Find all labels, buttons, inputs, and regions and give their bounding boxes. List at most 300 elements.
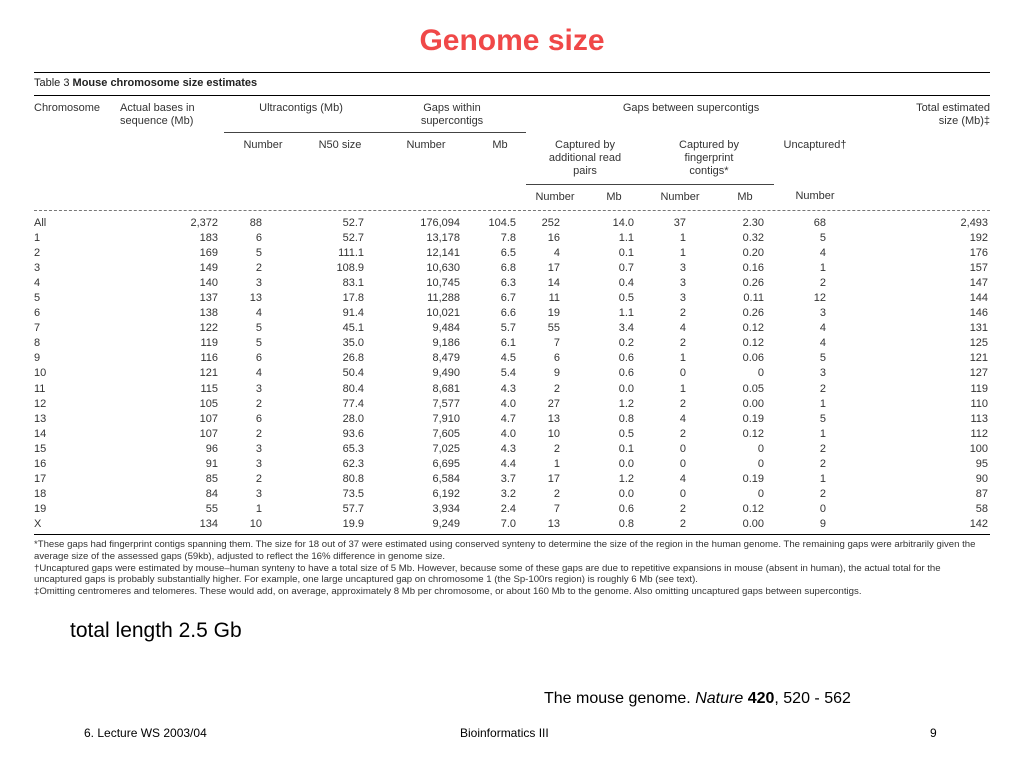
table-cell: 1.1 [618, 231, 634, 244]
citation-text: The mouse genome. [544, 690, 696, 707]
table-cell: 14 [34, 427, 47, 440]
table-cell: 8 [34, 337, 41, 350]
table-cell: 55 [205, 503, 218, 516]
table-cell: 111.1 [338, 246, 364, 259]
table-cell: 2 [819, 488, 827, 501]
footer-course: Bioinformatics III [460, 726, 549, 740]
table-cell: 6 [553, 352, 560, 365]
table-cell: 17 [547, 261, 560, 274]
table-cell: 2 [255, 261, 262, 274]
table-cell: 108.9 [336, 261, 364, 274]
table-cell: 5 [255, 322, 262, 335]
table-cell: 2 [819, 276, 827, 289]
table-cell: 17.8 [342, 291, 364, 304]
table-cell: 19.9 [342, 518, 364, 531]
table-row [34, 321, 990, 336]
table-bottom-rule [34, 534, 990, 535]
table-cell: 107 [199, 427, 218, 440]
table-cell: 12 [34, 397, 47, 410]
table-cell: 19 [34, 503, 47, 516]
table-cell: 5 [819, 231, 827, 244]
table-cell: 4.0 [500, 427, 516, 440]
table-row [34, 291, 990, 306]
table-cell: 3 [679, 291, 686, 304]
citation-volume: 420 [747, 690, 775, 707]
table-cell: 0.32 [742, 231, 764, 244]
footnote-asterisk: *These gaps had fingerprint contigs spanning them. The size for 18 out of 37 were estimated using conserved synteny to determine the size of the region in the human genome. The remaining gaps were arbitrarily given the average size of the assessed gaps (59kb), adjusted to reflect the 16% difference in genome size. [34, 539, 976, 563]
table-cell: 3 [255, 442, 262, 455]
table-cell: 85 [205, 473, 218, 486]
table-cell: 192 [969, 231, 989, 244]
table-cell: 93.6 [342, 427, 364, 440]
table-cell: 1 [255, 503, 262, 516]
table-cell: 10 [34, 367, 47, 380]
header-total-estimated: Total estimated size (Mb)‡ [916, 102, 991, 127]
table-cell: 127 [969, 367, 989, 380]
table-cell: 4 [819, 246, 827, 259]
table-cell: 83.1 [342, 276, 364, 289]
table-cell: 252 [541, 216, 560, 229]
header-fingerprint-number: Number [660, 190, 700, 203]
table-cell: 4 [34, 276, 41, 289]
table-cell: 6,584 [432, 473, 460, 486]
table-cell: 73.5 [342, 488, 364, 501]
table-cell: 88 [249, 216, 262, 229]
table-row [34, 412, 990, 427]
table-cell: 5 [255, 246, 262, 259]
table-cell: 2 [819, 382, 827, 395]
table-cell: 18 [34, 488, 47, 501]
header-ultra-number: Number [243, 139, 283, 151]
header-ultracontigs: Ultracontigs (Mb) [224, 96, 378, 133]
table-cell: 2 [819, 458, 827, 470]
table-cell: 2 [553, 488, 560, 501]
table-cell: 2 [679, 518, 686, 531]
table-cell: 8,479 [432, 352, 460, 365]
table-cell: 11,288 [427, 291, 460, 304]
table-cell: 131 [969, 322, 989, 335]
table-cell: 134 [199, 518, 218, 531]
table-cell: 7,577 [432, 397, 460, 410]
header-uncaptured-number: Number [795, 190, 835, 202]
table-cell: 4.5 [500, 352, 516, 365]
table-cell: 55 [547, 322, 560, 335]
table-cell: 17 [34, 473, 47, 486]
table-cell: 35.0 [342, 337, 364, 350]
table-cell: 0.20 [742, 246, 764, 259]
table-cell: 157 [969, 261, 989, 274]
table-cell: 2,493 [960, 216, 989, 229]
table-row [34, 336, 990, 351]
table-cell: 0 [757, 458, 764, 470]
table-cell: 37 [673, 216, 686, 229]
table-cell: 1.2 [618, 397, 634, 410]
header-chromosome: Chromosome [34, 102, 101, 114]
table-cell: 10 [547, 427, 560, 440]
table-cell: 3 [679, 261, 686, 274]
table-cell: 0 [679, 488, 686, 501]
footer-page-number: 9 [930, 726, 937, 740]
table-cell: 4 [679, 412, 686, 425]
table-row [34, 351, 990, 366]
table-cell: 147 [969, 276, 989, 289]
table-cell: 58 [975, 503, 989, 516]
table-cell: 0.05 [742, 382, 764, 395]
table-cell: 7.8 [500, 231, 516, 244]
table-cell: 65.3 [342, 442, 364, 455]
footnote-double-dagger: ‡Omitting centromeres and telomeres. These would add, on average, approximately 8 Mb per chromosome, or about 160 Mb to the genome. Also omitting uncaptured gaps between supercontigs. [34, 585, 862, 597]
table-cell: 116 [200, 352, 218, 365]
table-cell: 1 [553, 458, 560, 470]
table-cell: 6.7 [500, 291, 516, 304]
table-cell: 84 [205, 488, 218, 501]
table-cell: 6.5 [500, 246, 516, 259]
table-caption-title: Mouse chromosome size estimates [72, 77, 258, 89]
table-cell: 62.3 [342, 458, 364, 470]
table-cell: 1 [679, 246, 686, 259]
table-cell: 6.6 [500, 307, 516, 320]
table-cell: 0 [819, 503, 827, 516]
table-cell: 4 [553, 246, 560, 259]
table-cell: 0.5 [618, 291, 634, 304]
table-cell: 10,745 [426, 276, 460, 289]
citation [544, 690, 851, 708]
table-row [34, 397, 990, 412]
table-cell: 0.8 [618, 518, 634, 531]
header-within-mb: Mb [492, 139, 508, 151]
table-cell: 6,695 [432, 458, 460, 470]
table-cell: 45.1 [342, 322, 364, 335]
table-cell: 14 [547, 276, 560, 289]
table-cell: 10 [249, 518, 262, 531]
table-cell: 11 [34, 382, 46, 395]
table-cell: 5 [819, 352, 827, 365]
table-cell: 14.0 [612, 216, 634, 229]
table-row [34, 366, 990, 381]
table-cell: 146 [969, 307, 989, 320]
total-length-note: total length 2.5 Gb [70, 619, 242, 642]
table-cell: 52.7 [342, 231, 364, 244]
table-cell: 0 [757, 488, 764, 501]
table-cell: 77.4 [342, 397, 364, 410]
table-cell: 4 [679, 322, 686, 335]
table-cell: 0.4 [618, 276, 634, 289]
table-cell: 9 [34, 352, 41, 365]
table-cell: 12,141 [426, 246, 460, 259]
table-cell: 13,178 [426, 231, 460, 244]
table-cell: 100 [969, 442, 989, 455]
table-cell: 2 [553, 442, 560, 455]
table-cell: 149 [199, 261, 218, 274]
table-row [34, 306, 990, 321]
table-cell: 0.06 [742, 352, 764, 365]
table-cell: 4 [255, 307, 262, 320]
table-cell: 9 [553, 367, 560, 380]
table-row [34, 517, 990, 532]
table-cell: 121 [969, 352, 989, 365]
table-cell: 50.4 [342, 367, 364, 380]
table-cell: 3 [34, 261, 41, 274]
table-cell: 176 [969, 246, 989, 259]
table-cell: 13 [34, 412, 47, 425]
table-cell: 91 [205, 458, 218, 470]
table-cell: 183 [199, 231, 218, 244]
table-cell: 17 [547, 473, 560, 486]
table-cell: 2,372 [190, 216, 218, 229]
table-cell: 0.1 [618, 442, 634, 455]
table-cell: 9 [819, 518, 827, 531]
table-caption [34, 73, 990, 95]
table-cell: 110 [970, 397, 989, 410]
header-fingerprint-mb: Mb [737, 190, 753, 203]
table-cell: 10,630 [426, 261, 460, 274]
header-actual-bases: Actual bases in sequence (Mb) [120, 102, 195, 127]
table-cell: 0.26 [742, 307, 764, 320]
data-table [34, 96, 990, 532]
table-cell: 13 [547, 412, 560, 425]
table-cell: 4.3 [500, 382, 516, 395]
table-cell: 6 [255, 231, 262, 244]
table-cell: 169 [199, 246, 218, 259]
table-cell: 12 [813, 291, 827, 304]
table-cell: 2 [255, 427, 262, 440]
table-cell: X [34, 518, 42, 531]
table-cell: 1 [819, 473, 827, 486]
table-cell: 80.4 [342, 382, 364, 395]
table-cell: 3 [255, 458, 262, 470]
table-cell: 0.5 [618, 427, 634, 440]
table-cell: 0.7 [618, 261, 634, 274]
table-cell: 4 [679, 473, 686, 486]
table-cell: 0 [679, 458, 686, 470]
header-gaps-within: Gaps within supercontigs [378, 96, 526, 133]
table-cell: 2 [553, 382, 560, 395]
table-cell: 4.4 [500, 458, 516, 470]
table-cell: 104.5 [488, 216, 516, 229]
table-cell: 0.00 [742, 518, 764, 531]
table-cell: 4 [819, 337, 827, 350]
table-cell: 2 [255, 397, 262, 410]
table-cell: 1 [679, 352, 686, 365]
table-cell: 142 [969, 518, 989, 531]
table-cell: 57.7 [342, 503, 364, 516]
table-cell: 7 [553, 503, 560, 516]
table-cell: 4 [819, 322, 827, 335]
table-cell: 140 [199, 276, 218, 289]
table-cell: 113 [970, 412, 989, 425]
table-cell: 137 [199, 291, 218, 304]
table-cell: 7,025 [432, 442, 460, 455]
table-cell: 0.12 [742, 427, 764, 440]
table-cell: 121 [199, 367, 218, 380]
table-cell: 2 [255, 473, 262, 486]
table-cell: 2 [819, 442, 827, 455]
table-cell: 144 [969, 291, 989, 304]
table-cell: 0.19 [742, 412, 764, 425]
table-cell: 9,490 [432, 367, 460, 380]
table-cell: 1.1 [618, 307, 634, 320]
table-cell: 3 [255, 276, 262, 289]
table-cell: 68 [813, 216, 827, 229]
table-caption-prefix: Table 3 [34, 77, 70, 89]
table-cell: 0.0 [618, 488, 634, 501]
table-cell: 119 [970, 382, 989, 395]
table-cell: 6 [255, 412, 262, 425]
table-cell: 2 [34, 246, 41, 259]
header-within-number: Number [406, 139, 446, 151]
table-cell: 3 [819, 367, 827, 380]
table-cell: 0.2 [618, 337, 634, 350]
table-cell: 1 [34, 231, 41, 244]
table-cell: 2 [679, 503, 686, 516]
table-cell: 1 [679, 382, 686, 395]
table-cell: 1 [679, 231, 686, 244]
table-cell: 8,681 [432, 382, 460, 395]
table-cell: 0.16 [742, 261, 764, 274]
table-cell: 27 [547, 397, 560, 410]
table-cell: 0.26 [742, 276, 764, 289]
table-cell: 9,249 [432, 518, 460, 531]
table-cell: 7,910 [432, 412, 460, 425]
table-cell: 7 [34, 322, 41, 335]
table-cell: 105 [199, 397, 218, 410]
table-cell: 1.2 [618, 473, 634, 486]
header-uncaptured: Uncaptured† [783, 138, 847, 151]
table-row [34, 231, 990, 246]
table-cell: 3 [255, 382, 262, 395]
table-row [34, 261, 990, 276]
table-cell: 6.8 [500, 261, 516, 274]
table-cell: 13 [249, 291, 262, 304]
table-cell: 6.1 [500, 337, 516, 350]
table-cell: 4.3 [500, 442, 516, 455]
table-cell: 5.4 [500, 367, 516, 380]
table-cell: 19 [547, 307, 560, 320]
footer-lecture: 6. Lecture WS 2003/04 [84, 726, 207, 740]
table-cell: 52.7 [342, 216, 364, 229]
table-cell: 6,192 [432, 488, 460, 501]
table-cell: 13 [547, 518, 560, 531]
table-cell: 0 [757, 442, 764, 455]
table-cell: 1 [819, 427, 827, 440]
table-cell: 28.0 [342, 412, 364, 425]
table-cell: 6 [255, 352, 262, 365]
table-cell: 0.1 [618, 246, 634, 259]
header-reads-mb: Mb [606, 190, 622, 203]
table-cell: 107 [199, 412, 218, 425]
table-cell: 0.8 [618, 412, 634, 425]
table-cell: 15 [34, 442, 47, 455]
header-captured-fingerprint: Captured by fingerprint contigs* [644, 133, 774, 185]
table-cell: 4.7 [500, 412, 516, 425]
table-cell: 0.12 [742, 503, 764, 516]
table-cell: All [34, 216, 47, 229]
table-cell: 11 [548, 291, 560, 304]
header-gaps-between: Gaps between supercontigs [622, 102, 760, 114]
table-cell: 10,021 [426, 307, 460, 320]
table-cell: 0 [679, 367, 686, 380]
table-body [34, 211, 990, 533]
table-cell: 0.00 [742, 397, 764, 410]
table-cell: 125 [969, 337, 989, 350]
table-cell: 3 [255, 488, 262, 501]
table-cell: 3,934 [432, 503, 460, 516]
table-cell: 119 [200, 337, 218, 350]
table-cell: 1 [819, 261, 827, 274]
table-cell: 0.12 [742, 322, 764, 335]
table-cell: 2.4 [500, 503, 516, 516]
table-row [34, 442, 990, 457]
footnote-dagger: †Uncaptured gaps were estimated by mouse–human synteny to have a total size of 5 Mb. However, because some of these gaps are due to repetitive expansions in mouse (absent in human), the actual total for the uncaptured gaps is probably substantially higher. For example, one large uncaptured gap on chromosome 1 (the Sp-100rs region) is roughly 6 Mb (see text). [34, 562, 941, 586]
table-cell: 3 [819, 307, 827, 320]
table-cell: 2 [679, 397, 686, 410]
table-row [34, 382, 990, 397]
table-cell: 0.6 [618, 367, 634, 380]
table-cell: 4 [255, 367, 262, 380]
table-cell: 0.0 [618, 382, 634, 395]
table-cell: 5 [819, 412, 827, 425]
table-row [34, 502, 990, 517]
table-row [34, 457, 990, 472]
table-cell: 9,186 [432, 337, 460, 350]
table-cell: 16 [547, 231, 560, 244]
table-cell: 122 [199, 322, 218, 335]
table-cell: 0.6 [618, 503, 634, 516]
table-cell: 91.4 [342, 307, 364, 320]
table-cell: 5 [255, 337, 262, 350]
table-cell: 2 [679, 307, 686, 320]
citation-journal: Nature [695, 690, 744, 707]
table-cell: 0.6 [618, 352, 634, 365]
table-cell: 0.0 [618, 458, 634, 470]
table-cell: 7.0 [500, 518, 516, 531]
table-cell: 5.7 [500, 322, 516, 335]
table-cell: 176,094 [420, 216, 460, 229]
table-cell: 90 [975, 473, 989, 486]
table-cell: 115 [200, 382, 218, 395]
table-cell: 5 [34, 291, 41, 304]
slide-title: Genome size [419, 24, 605, 57]
table-cell: 3.2 [500, 488, 516, 501]
table-cell: 3.7 [500, 473, 516, 486]
table-row [34, 487, 990, 502]
table-cell: 6 [34, 307, 41, 320]
table-cell: 0.11 [743, 291, 764, 304]
table-cell: 96 [205, 442, 218, 455]
table-row [34, 246, 990, 261]
table-row [34, 427, 990, 442]
table-cell: 16 [34, 458, 47, 470]
table-cell: 2.30 [742, 216, 764, 229]
table-cell: 26.8 [342, 352, 364, 365]
table-cell: 80.8 [342, 473, 364, 486]
header-reads-number: Number [535, 190, 575, 203]
citation-pages: , 520 - 562 [774, 690, 851, 707]
table-cell: 138 [199, 307, 218, 320]
table-row [34, 211, 990, 231]
chromosome-table [34, 72, 990, 597]
table-cell: 4.0 [500, 397, 516, 410]
table-cell: 7,605 [432, 427, 460, 440]
table-cell: 0 [757, 367, 764, 380]
table-cell: 2 [679, 337, 686, 350]
table-footnotes [34, 539, 990, 597]
table-cell: 112 [970, 427, 989, 440]
table-cell: 95 [975, 458, 989, 470]
table-cell: 2 [679, 427, 686, 440]
table-cell: 9,484 [432, 322, 460, 335]
table-cell: 3 [679, 276, 686, 289]
